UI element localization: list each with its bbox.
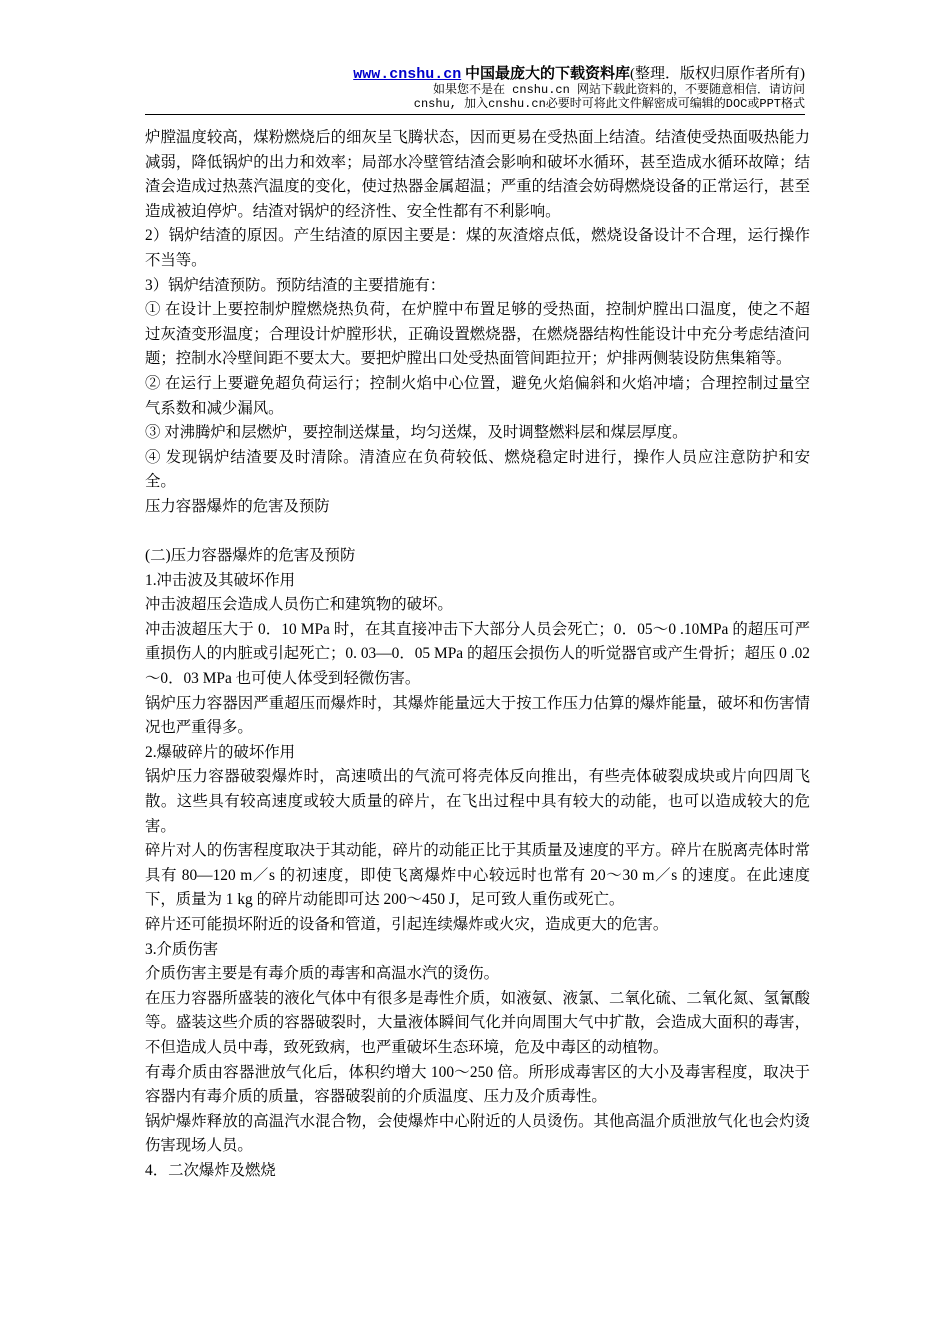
paragraph: ④ 发现锅炉结渣要及时清除。清渣应在负荷较低、燃烧稳定时进行，操作人员应注意防护和安全。 bbox=[145, 448, 810, 491]
page-header bbox=[145, 66, 805, 111]
site-title: 中国最庞大的下载资料库 bbox=[464, 66, 630, 82]
paragraph: 介质伤害主要是有毒介质的毒害和高温水汽的烫伤。 bbox=[145, 965, 499, 983]
paragraph: 碎片还可能损坏附近的设备和管道，引起连续爆炸或火灾，造成更大的危害。 bbox=[145, 916, 669, 933]
paragraph: 3.介质伤害 bbox=[145, 940, 219, 958]
paragraph: 锅炉压力容器因严重超压而爆炸时，其爆炸能量远大于按工作压力估算的爆炸能量，破坏和伤害情况也严重得多。 bbox=[145, 694, 810, 737]
paragraph: 锅炉压力容器破裂爆炸时，高速喷出的气流可将壳体反向推出，有些壳体破裂成块或片向四周飞散。这些具有较高速度或较大质量的碎片，在飞出过程中具有较大的动能，也可以造成较大的危害。 bbox=[145, 768, 810, 835]
paragraph: ① 在设计上要控制炉膛燃烧热负荷，在炉膛中布置足够的受热面，控制炉膛出口温度，使之不超过灰渣变形温度；合理设计炉膛形状，正确设置燃烧器，在燃烧器结构性能设计中充分考虑结渣问题；控制水冷壁间距不要太大。要把炉膛出口处受热面管间距拉开；炉排两侧装设防焦集箱等。 bbox=[145, 301, 810, 368]
paragraph: 冲击波超压会造成人员伤亡和建筑物的破坏。 bbox=[145, 596, 453, 614]
paragraph: 在压力容器所盛装的液化气体中有很多是毒性介质，如液氨、液氯、二氧化硫、二氧化氮、氢氰酸等。盛装这些介质的容器破裂时，大量液体瞬间气化并向周围大气中扩散，会造成大面积的毒害，不但造成人员中毒，致死致病，也严重破坏生态环境，危及中毒区的动植物。 bbox=[145, 989, 810, 1056]
header-line-3: cnshu, 加入cnshu.cn必要时可将此文件解密成可编辑的DOC或PPT格式 bbox=[413, 97, 805, 111]
header-divider bbox=[145, 114, 805, 115]
paragraph: 压力容器爆炸的危害及预防 bbox=[145, 497, 330, 515]
paragraph: 2.爆破碎片的破坏作用 bbox=[145, 743, 296, 761]
paragraph: ② 在运行上要避免超负荷运行；控制火焰中心位置，避免火焰偏斜和火焰冲墙；合理控制过量空气系数和减少漏风。 bbox=[145, 374, 810, 417]
header-line-2: 如果您不是在 cnshu.cn 网站下载此资料的，不要随意相信．请访问 bbox=[432, 83, 805, 97]
site-link[interactable]: www.cnshu.cn bbox=[353, 66, 462, 83]
paragraph: 冲击波超压大于 0．10 MPa 时，在其直接冲击下大部分人员会死亡；0．05～0 .10MPa 的超压可严重损伤人的内脏或引起死亡；0. 03—0．05 MPa 的超压会损伤人的听觉器官或产生骨折；超压 0 .02～0．03 MPa 也可使人体受到轻微伤害。 bbox=[145, 620, 810, 688]
paragraph: ③ 对沸腾炉和层燃炉，要控制送煤量，均匀送煤，及时调整燃料层和煤层厚度。 bbox=[145, 424, 688, 442]
paragraph: 碎片对人的伤害程度取决于其动能，碎片的动能正比于其质量及速度的平方。碎片在脱离壳体时常具有 80—120 m／s 的初速度，即使飞离爆炸中心较远时也常有 20～30 m／s 的速度。在此速度下，质量为 1 kg 的碎片动能即可达 200～450 J，足可致人重伤或死亡。 bbox=[145, 842, 810, 909]
paragraph: 炉膛温度较高，煤粉燃烧后的细灰呈飞腾状态，因而更易在受热面上结渣。结渣使受热面吸热能力减弱，降低锅炉的出力和效率；局部水冷壁管结渣会影响和破坏水循环，甚至造成水循环故障；结渣会造成过热蒸汽温度的变化，使过热器金属超温；严重的结渣会妨碍燃烧设备的正常运行，甚至造成被迫停炉。结渣对锅炉的经济性、安全性都有不利影响。 bbox=[145, 129, 810, 220]
site-note: (整理．版权归原作者所有) bbox=[630, 66, 805, 82]
paragraph: 1.冲击波及其破坏作用 bbox=[145, 571, 296, 589]
header-line-1 bbox=[145, 66, 805, 83]
blank-line bbox=[145, 520, 810, 545]
paragraph: 有毒介质由容器泄放气化后，体积约增大 100～250 倍。所形成毒害区的大小及毒害程度，取决于容器内有毒介质的质量，容器破裂前的介质温度、压力及介质毒性。 bbox=[145, 1063, 810, 1106]
document-body bbox=[145, 126, 810, 1184]
paragraph: 4．二次爆炸及燃烧 bbox=[145, 1161, 276, 1179]
paragraph: 锅炉爆炸释放的高温汽水混合物，会使爆炸中心附近的人员烫伤。其他高温介质泄放气化也会灼烫伤害现场人员。 bbox=[145, 1112, 810, 1155]
paragraph: 2）锅炉结渣的原因。产生结渣的原因主要是：煤的灰渣熔点低，燃烧设备设计不合理，运行操作不当等。 bbox=[145, 227, 810, 269]
paragraph: 3）锅炉结渣预防。预防结渣的主要措施有： bbox=[145, 276, 446, 294]
paragraph: (二)压力容器爆炸的危害及预防 bbox=[145, 547, 356, 565]
